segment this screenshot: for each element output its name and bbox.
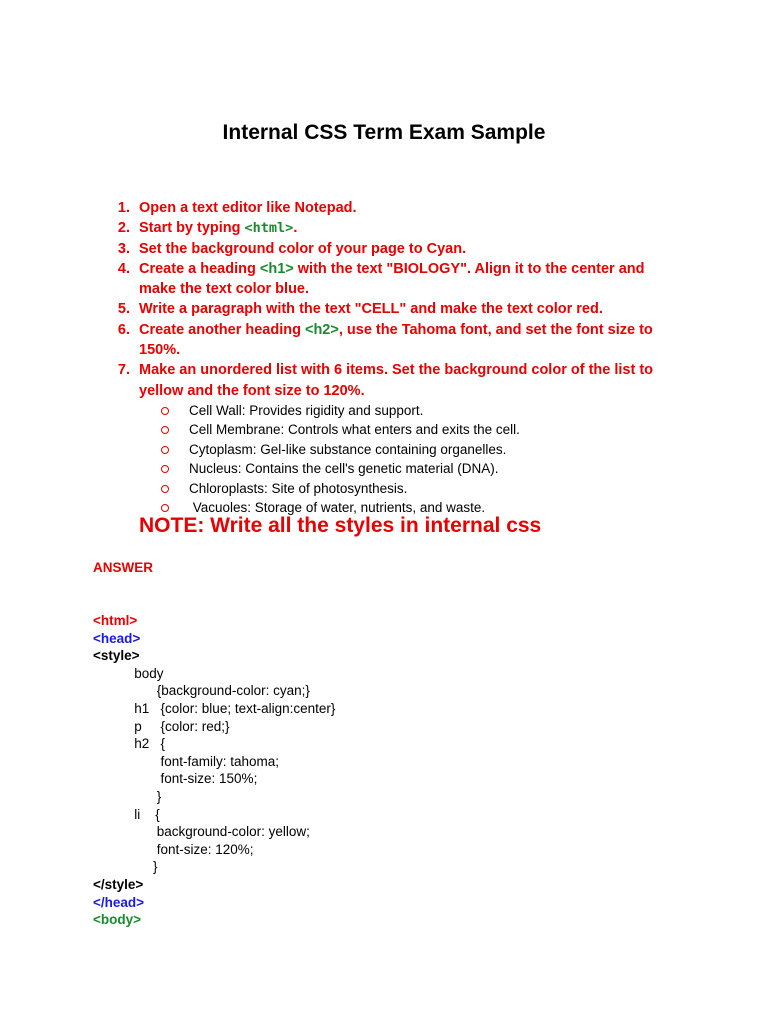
instructions-list bbox=[0, 198, 768, 517]
answer-code-block bbox=[93, 612, 335, 929]
cell-parts-list bbox=[139, 401, 678, 517]
list-item bbox=[139, 479, 678, 498]
list-item bbox=[139, 401, 678, 420]
code-line: <body> bbox=[93, 912, 142, 928]
html-tag-code: <html> bbox=[244, 220, 294, 237]
step-item bbox=[0, 198, 768, 218]
list-item-text: Cytoplasm: Gel-like substance containing organelles. bbox=[189, 441, 507, 457]
list-item bbox=[139, 420, 678, 439]
step-text: Write a paragraph with the text "CELL" and make the text color red. bbox=[139, 301, 603, 318]
list-item bbox=[139, 440, 678, 459]
step-item bbox=[0, 320, 768, 361]
code-line: } bbox=[93, 788, 162, 804]
step-text: Open a text editor like Notepad. bbox=[139, 200, 357, 216]
code-line: font-size: 120%; bbox=[93, 841, 254, 857]
list-item-text: Vacuoles: Storage of water, nutrients, and waste. bbox=[189, 500, 486, 515]
step-item bbox=[0, 218, 768, 238]
code-line: <html> bbox=[93, 613, 138, 628]
circle-bullet-icon bbox=[161, 407, 169, 415]
code-line: font-size: 150%; bbox=[93, 771, 258, 787]
step-item bbox=[0, 239, 768, 259]
step-number: 1. bbox=[117, 200, 130, 216]
h2-tag-code: <h2> bbox=[304, 321, 339, 338]
code-line: p {color: red;} bbox=[93, 718, 230, 734]
code-line: body bbox=[93, 665, 164, 681]
code-line: font-family: tahoma; bbox=[93, 753, 280, 769]
h1-tag-code: <h1> bbox=[259, 260, 294, 277]
code-line: </style> bbox=[93, 876, 144, 892]
code-line: background-color: yellow; bbox=[93, 824, 310, 840]
step-number: 4. bbox=[117, 260, 130, 277]
answer-label: ANSWER bbox=[93, 560, 153, 575]
code-line: <head> bbox=[93, 630, 141, 646]
code-line: {background-color: cyan;} bbox=[93, 683, 310, 699]
step-text: with the text "BIOLOGY". Align it to the center and make the text color blue. bbox=[139, 260, 645, 298]
step-item bbox=[0, 360, 768, 517]
note-heading: NOTE: Write all the styles in internal css bbox=[139, 514, 542, 537]
list-item-text: Chloroplasts: Site of photosynthesis. bbox=[189, 480, 408, 496]
step-item bbox=[0, 259, 768, 300]
step-text: Create another heading bbox=[139, 321, 305, 338]
list-item-text: Nucleus: Contains the cell's genetic material (DNA). bbox=[189, 461, 499, 477]
code-line: <style> bbox=[93, 648, 140, 664]
code-line: </head> bbox=[93, 894, 145, 910]
step-text: Make an unordered list with 6 items. Set the background color of the list to yellow and the font size to 120%. bbox=[139, 362, 654, 399]
step-number: 6. bbox=[117, 321, 130, 338]
list-item bbox=[139, 459, 678, 478]
list-item-text: Cell Wall: Provides rigidity and support. bbox=[189, 402, 424, 418]
step-number: 5. bbox=[117, 301, 130, 318]
code-line: h2 { bbox=[93, 736, 166, 752]
circle-bullet-icon bbox=[161, 504, 169, 512]
step-number: 2. bbox=[117, 220, 130, 237]
circle-bullet-icon bbox=[161, 446, 169, 454]
circle-bullet-icon bbox=[161, 485, 169, 493]
code-line: li { bbox=[93, 806, 160, 822]
step-text: , use the Tahoma font, and set the font size to 150%. bbox=[139, 321, 653, 359]
step-number: 7. bbox=[117, 362, 130, 379]
step-text: Create a heading bbox=[139, 260, 260, 277]
code-line: } bbox=[93, 859, 158, 875]
circle-bullet-icon bbox=[161, 465, 169, 473]
step-text: Start by typing bbox=[139, 220, 245, 237]
step-text: . bbox=[293, 220, 298, 237]
step-text: Set the background color of your page to Cyan. bbox=[139, 240, 467, 257]
step-number: 3. bbox=[117, 240, 130, 257]
circle-bullet-icon bbox=[161, 426, 169, 434]
list-item-text: Cell Membrane: Controls what enters and exits the cell. bbox=[189, 422, 520, 438]
code-line: h1 {color: blue; text-align:center} bbox=[93, 700, 336, 716]
page-title: Internal CSS Term Exam Sample bbox=[222, 121, 546, 144]
step-item bbox=[0, 299, 768, 319]
